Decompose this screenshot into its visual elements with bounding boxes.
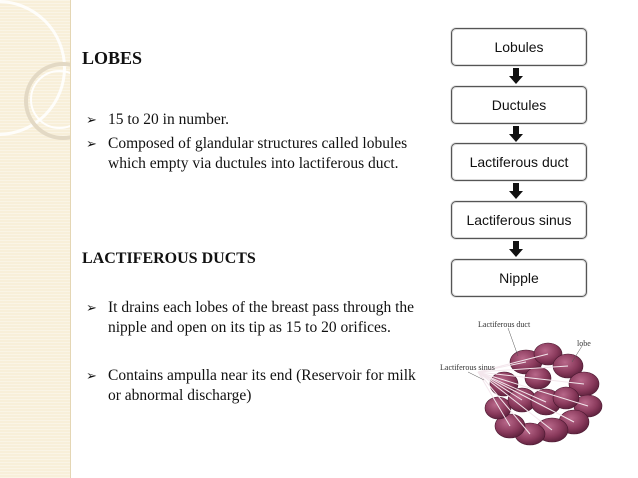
down-arrow-icon bbox=[509, 241, 523, 257]
lobes-heading: LOBES bbox=[82, 48, 143, 68]
flow-step-nipple: Nipple bbox=[451, 259, 587, 297]
bullet-text: Contains ampulla near its end (Reservoir for milk or abnormal discharge) bbox=[108, 367, 416, 404]
bullet-text: It drains each lobes of the breast pass through the nipple and open on its tip as 15 to 20 orifices. bbox=[108, 299, 415, 336]
down-arrow-icon bbox=[509, 126, 523, 142]
ducts-heading: LACTIFEROUS DUCTS bbox=[82, 250, 256, 267]
bullet-text: 15 to 20 in number. bbox=[108, 111, 229, 128]
lobe-cluster bbox=[485, 343, 602, 445]
flow-step-lactiferous-duct: Lactiferous duct bbox=[451, 143, 587, 181]
sidebar-divider bbox=[70, 0, 71, 478]
ducts-bullet-1 bbox=[86, 298, 416, 338]
arrowhead-bullet-icon: ➢ bbox=[86, 137, 97, 152]
label-lactiferous-sinus: Lactiferous sinus bbox=[440, 363, 495, 372]
down-arrow-icon bbox=[509, 183, 523, 199]
arrowhead-bullet-icon: ➢ bbox=[86, 113, 97, 128]
flow-step-ductules: Ductules bbox=[451, 86, 587, 124]
decorative-sidebar bbox=[0, 0, 70, 478]
label-lactiferous-duct: Lactiferous duct bbox=[478, 320, 531, 329]
lobes-bullet-1 bbox=[86, 110, 416, 130]
label-lobe: lobe bbox=[577, 339, 591, 348]
lobes-bullet-2 bbox=[86, 134, 416, 174]
down-arrow-icon bbox=[509, 68, 523, 84]
bullet-text: Composed of glandular structures called lobules which empty via ductules into lactiferous duct. bbox=[108, 135, 408, 172]
arrowhead-bullet-icon: ➢ bbox=[86, 369, 97, 384]
arrowhead-bullet-icon: ➢ bbox=[86, 301, 97, 316]
flow-step-lactiferous-sinus: Lactiferous sinus bbox=[451, 201, 587, 239]
ducts-bullet-2 bbox=[86, 366, 416, 406]
flow-step-lobules: Lobules bbox=[451, 28, 587, 66]
breast-lobes-illustration bbox=[438, 310, 618, 450]
